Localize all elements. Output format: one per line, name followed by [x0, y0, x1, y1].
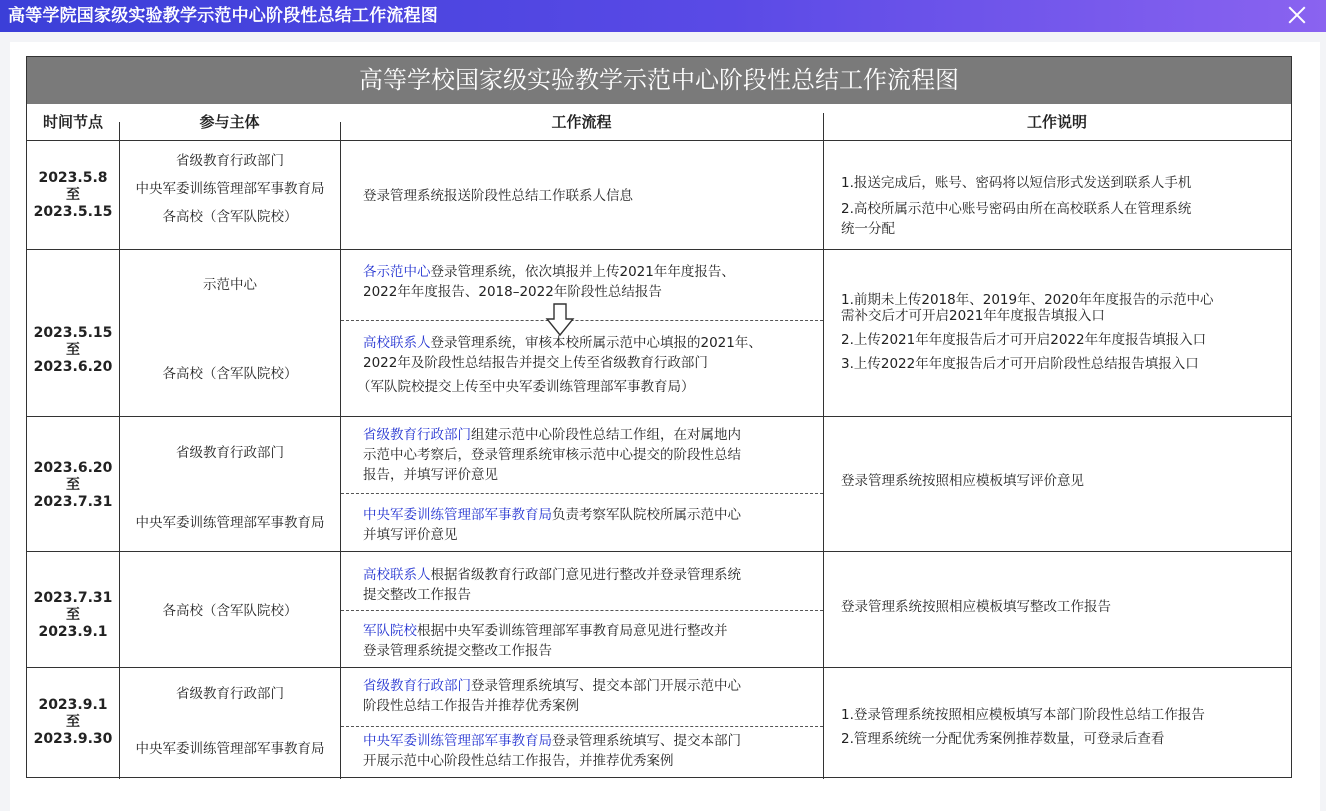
- row-party: 示范中心: [203, 277, 257, 293]
- row-note: 登录管理系统按照相应模板填写整改工作报告: [841, 599, 1111, 615]
- row-note: 1.前期未上传2018年、2019年、2020年年度报告的示范中心 需补交后才可开启2021年年度报告填报入口 2.上传2021年年度报告后才可开启2022年年度报告填报入口 3.上传2022年年度报告后才可开启阶段性总结报告填报入口: [841, 292, 1214, 372]
- down-arrow-icon: [545, 303, 575, 337]
- header-time: 时间节点: [42, 113, 103, 131]
- row-flow: 军队院校根据中央军委训练管理部军事教育局意见进行整改并 登录管理系统提交整改工作报告: [363, 623, 728, 659]
- close-icon[interactable]: [1284, 2, 1310, 28]
- flow-divider: [341, 610, 823, 611]
- header-flow: 工作流程: [551, 113, 612, 131]
- flow-divider: [341, 493, 823, 494]
- row-flow: 省级教育行政部门登录管理系统填写、提交本部门开展示范中心 阶段性总结工作报告并推荐优秀案例: [363, 678, 741, 714]
- row-flow: 各示范中心登录管理系统，依次填报并上传2021年年度报告、 2022年年度报告、2018–2022年阶段性总结报告: [363, 264, 735, 300]
- row-date: 2023.5.15 至 2023.6.20: [33, 325, 113, 375]
- row-flow: 高校联系人登录管理系统，审核本校所属示范中心填报的2021年、 2022年及阶段性总结报告并提交上传至省级教育行政部门 （军队院校提交上传至中央军委训练管理部军事教育局）: [357, 335, 762, 395]
- row-flow: 中央军委训练管理部军事教育局负责考察军队院校所属示范中心 并填写评价意见: [363, 507, 741, 543]
- row-date: 2023.9.1 至 2023.9.30: [33, 697, 113, 747]
- row-party: 省级教育行政部门 中央军委训练管理部军事教育局 各高校（含军队院校）: [135, 153, 325, 225]
- grid-line: [27, 551, 1291, 552]
- row-party: 省级教育行政部门: [176, 686, 284, 702]
- row-note: 登录管理系统按照相应模板填写评价意见: [841, 473, 1084, 489]
- table-banner: 高等学校国家级实验教学示范中心阶段性总结工作流程图: [27, 57, 1291, 104]
- grid-line: [340, 122, 341, 779]
- grid-line: [27, 140, 1291, 141]
- row-date: 2023.7.31 至 2023.9.1: [33, 590, 113, 640]
- row-note: 1.登录管理系统按照相应模板填写本部门阶段性总结工作报告 2.管理系统统一分配优秀案例推荐数量，可登录后查看: [841, 707, 1205, 747]
- window-title: 高等学院国家级实验教学示范中心阶段性总结工作流程图: [8, 6, 438, 26]
- window-titlebar: [0, 0, 1326, 32]
- row-party: 省级教育行政部门: [176, 445, 284, 461]
- grid-line: [27, 416, 1291, 417]
- row-flow: 省级教育行政部门组建示范中心阶段性总结工作组，在对属地内 示范中心考察后，登录管理系统审核示范中心提交的阶段性总结 报告，并填写评价意见: [363, 427, 741, 483]
- grid-line: [27, 667, 1291, 668]
- flowchart-sheet: [10, 42, 1320, 811]
- row-flow: 高校联系人根据省级教育行政部门意见进行整改并登录管理系统 提交整改工作报告: [363, 567, 741, 603]
- row-note: 1.报送完成后，账号、密码将以短信形式发送到联系人手机 2.高校所属示范中心账号密码由所在高校联系人在管理系统 统一分配: [841, 175, 1192, 237]
- grid-line: [27, 249, 1291, 250]
- row-flow: 中央军委训练管理部军事教育局登录管理系统填写、提交本部门 开展示范中心阶段性总结工作报告，并推荐优秀案例: [363, 733, 741, 769]
- flowchart-table: [26, 56, 1292, 778]
- grid-line: [823, 113, 824, 779]
- row-date: 2023.6.20 至 2023.7.31: [33, 460, 113, 510]
- flow-divider: [341, 320, 823, 321]
- row-party: 中央军委训练管理部军事教育局: [135, 515, 325, 531]
- header-note: 工作说明: [1026, 113, 1087, 131]
- row-party: 各高校（含军队院校）: [162, 366, 298, 382]
- flow-divider: [341, 726, 823, 727]
- header-party: 参与主体: [199, 113, 260, 131]
- row-party: 中央军委训练管理部军事教育局: [135, 741, 325, 757]
- row-party: 各高校（含军队院校）: [162, 603, 298, 619]
- row-date: 2023.5.8 至 2023.5.15: [33, 170, 113, 220]
- row-flow: 登录管理系统报送阶段性总结工作联系人信息: [363, 188, 633, 204]
